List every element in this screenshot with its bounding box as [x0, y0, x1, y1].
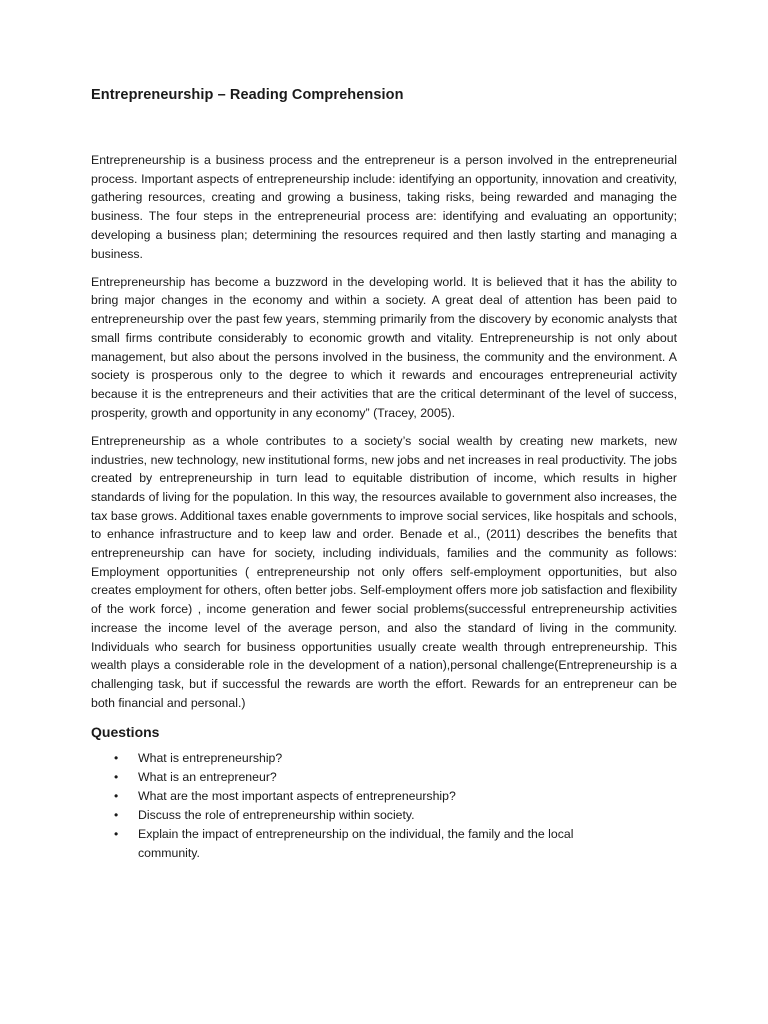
bullet-icon: •: [114, 751, 119, 766]
questions-heading: Questions: [91, 724, 160, 741]
question-text: What is entrepreneurship?: [138, 751, 283, 766]
paragraph-social-wealth: Entrepreneurship as a whole contributes to a society’s social wealth by creating new markets, new industries, new technology, new institutional forms, new jobs and net increases in real productivity. The jobs created by entrepreneurship in turn lead to equitable distribution of income, which results in higher standards of living for the population. In this way, the resources available to government also increases, the tax base grows. Additional taxes enable governments to improve social services, like hospitals and schools, to enhance infrastructure and to keep law and order. Benade et al., (2011) describes the benefits that entrepreneurship can have for society, including individuals, families and the community as follows: Employment opportunities ( entrepreneurship not only offers self-employment opportunities, but also creates employment for others, often better jobs. Self-employment offers more job satisfaction and flexibility of the work force) , income generation and fewer social problems(successful entrepreneurship activities increase the income level of the average person, and also the standard of living in the community. Individuals who search for business opportunities usually create wealth through entrepreneurship. This wealth plays a considerable role in the development of a nation),personal challenge(Entrepreneurship is a challenging task, but if successful the rewards are worth the effort. Rewards for an entrepreneur can be both financial and personal.): [91, 433, 677, 710]
document-title: Entrepreneurship – Reading Comprehension: [91, 87, 404, 103]
document-body: [91, 151, 677, 863]
question-item: [91, 787, 608, 806]
bullet-icon: •: [114, 770, 119, 785]
question-item: [91, 749, 608, 768]
bullet-icon: •: [114, 808, 119, 823]
paragraph-buzzword: Entrepreneurship has become a buzzword in the developing world. It is believed that it has the ability to bring major changes in the economy and within a society. A great deal of attention has been paid to entrepreneurship over the past few years, stemming primarily from the discovery by economic analysts that small firms contribute considerably to economic growth and vitality. Entrepreneurship is not only about management, but also about the persons involved in the business, the community and the environment. A society is prosperous only to the degree to which it rewards and encourages entrepreneurial activity because it is the entrepreneurs and their activities that are the critical determinant of the level of success, prosperity, growth and opportunity in any economy” (Tracey, 2005).: [91, 274, 677, 420]
question-item: [91, 768, 608, 787]
question-text: What is an entrepreneur?: [138, 770, 277, 785]
question-text: Explain the impact of entrepreneurship on the individual, the family and the local community.: [138, 827, 574, 861]
question-item: [91, 806, 608, 825]
questions-list: [91, 749, 677, 863]
question-text: What are the most important aspects of entrepreneurship?: [138, 789, 456, 804]
question-text: Discuss the role of entrepreneurship within society.: [138, 808, 415, 823]
question-item: [91, 825, 608, 863]
paragraph-definition: Entrepreneurship is a business process and the entrepreneur is a person involved in the entrepreneurial process. Important aspects of entrepreneurship include: identifying an opportunity, innovation and creativity, gathering resources, creating and growing a business, taking risks, being rewarded and managing the business. The four steps in the entrepreneurial process are: identifying and evaluating an opportunity; developing a business plan; determining the resources required and then lastly starting and managing a business.: [91, 153, 677, 261]
bullet-icon: •: [114, 827, 119, 842]
bullet-icon: •: [114, 789, 119, 804]
